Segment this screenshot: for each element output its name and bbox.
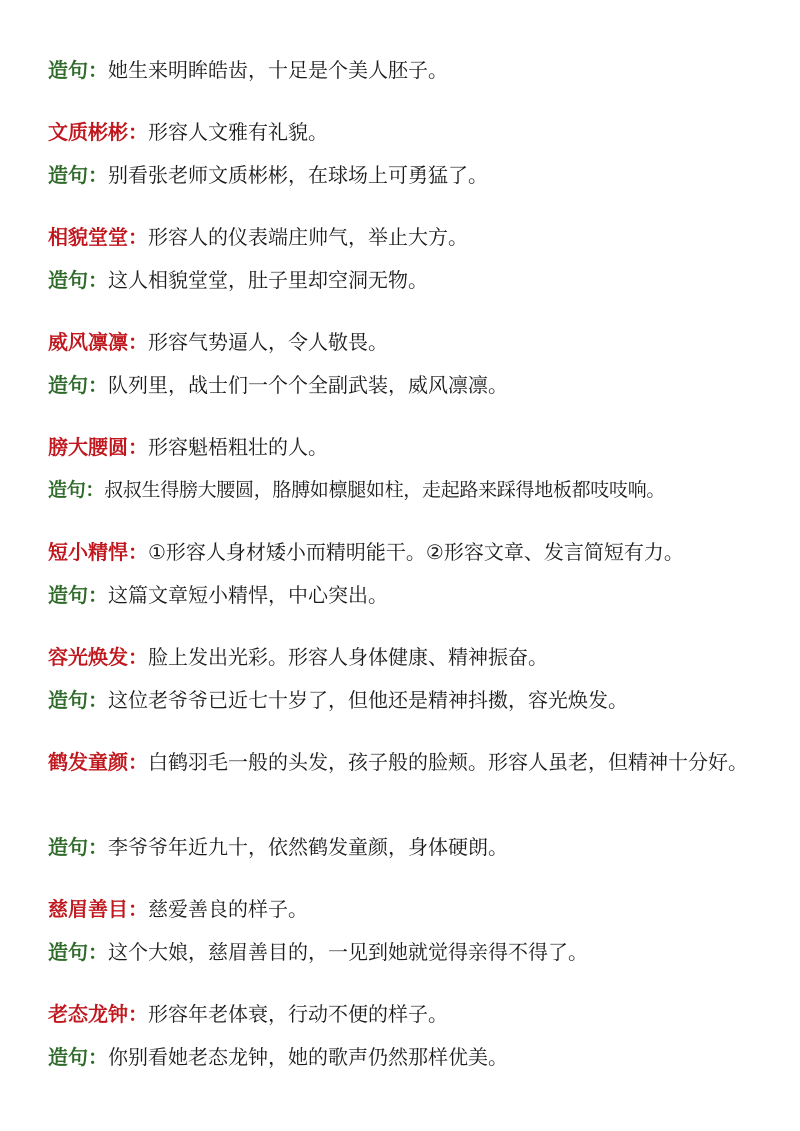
idiom-definition: 慈爱善良的样子。 bbox=[148, 897, 308, 921]
idiom-colon: ： bbox=[128, 225, 148, 249]
idiom-colon: ： bbox=[128, 330, 148, 354]
idiom-definition: 脸上发出光彩。形容人身体健康、精神振奋。 bbox=[148, 645, 548, 669]
idiom-entry bbox=[48, 639, 760, 675]
example-text: 她生来明眸皓齿，十足是个美人胚子。 bbox=[108, 58, 448, 82]
example-line bbox=[48, 262, 760, 298]
example-text: 这人相貌堂堂，肚子里却空洞无物。 bbox=[108, 268, 428, 292]
idiom-entry bbox=[48, 534, 760, 570]
idiom-term: 威风凛凛 bbox=[48, 330, 128, 354]
idiom-definition: ①形容人身材矮小而精明能干。②形容文章、发言简短有力。 bbox=[148, 540, 684, 564]
idiom-term: 老态龙钟 bbox=[48, 1002, 128, 1026]
example-line bbox=[48, 52, 760, 88]
example-colon: ： bbox=[88, 373, 108, 397]
example-label: 造句 bbox=[48, 940, 88, 964]
example-line bbox=[48, 157, 760, 193]
idiom-colon: ： bbox=[128, 120, 148, 144]
example-line bbox=[48, 367, 760, 403]
idiom-entry bbox=[48, 429, 760, 465]
idiom-entry bbox=[48, 219, 760, 255]
example-line bbox=[48, 934, 760, 970]
idiom-colon: ： bbox=[128, 540, 148, 564]
idiom-colon: ： bbox=[128, 1002, 148, 1026]
idiom-entry bbox=[48, 891, 760, 927]
example-text: 你别看她老态龙钟，她的歌声仍然那样优美。 bbox=[108, 1045, 508, 1069]
example-line bbox=[48, 682, 760, 718]
example-line bbox=[48, 829, 760, 865]
example-label: 造句 bbox=[48, 268, 88, 292]
example-colon: ： bbox=[88, 1045, 108, 1069]
example-label: 造句 bbox=[48, 373, 88, 397]
example-label: 造句 bbox=[48, 163, 88, 187]
idiom-term: 相貌堂堂 bbox=[48, 225, 128, 249]
example-label: 造句 bbox=[48, 835, 88, 859]
example-label: 造句 bbox=[48, 583, 88, 607]
idiom-colon: ： bbox=[128, 645, 148, 669]
example-colon: ： bbox=[85, 479, 105, 501]
idiom-definition: 形容人文雅有礼貌。 bbox=[148, 120, 328, 144]
example-colon: ： bbox=[88, 58, 108, 82]
idiom-term: 文质彬彬 bbox=[48, 120, 128, 144]
idiom-definition: 形容魁梧粗壮的人。 bbox=[148, 435, 328, 459]
example-colon: ： bbox=[88, 268, 108, 292]
example-colon: ： bbox=[88, 940, 108, 964]
example-line bbox=[48, 472, 760, 508]
idiom-term: 慈眉善目 bbox=[48, 897, 128, 921]
example-line bbox=[48, 1039, 760, 1075]
example-text: 这个大娘，慈眉善目的，一见到她就觉得亲得不得了。 bbox=[108, 940, 588, 964]
example-text: 叔叔生得膀大腰圆，胳膊如檩腿如柱，走起路来踩得地板都吱吱响。 bbox=[104, 479, 666, 501]
example-label: 造句 bbox=[48, 479, 86, 501]
idiom-entry bbox=[48, 996, 760, 1032]
example-text: 队列里，战士们一个个全副武装，威风凛凛。 bbox=[108, 373, 508, 397]
example-colon: ： bbox=[88, 688, 108, 712]
idiom-definition: 形容年老体衰，行动不便的样子。 bbox=[148, 1002, 448, 1026]
idiom-definition: 形容人的仪表端庄帅气，举止大方。 bbox=[148, 225, 468, 249]
example-colon: ： bbox=[88, 835, 108, 859]
idiom-entry bbox=[48, 744, 760, 780]
example-line bbox=[48, 577, 760, 613]
example-colon: ： bbox=[88, 163, 108, 187]
example-label: 造句 bbox=[48, 1045, 88, 1069]
idiom-term: 短小精悍 bbox=[48, 540, 128, 564]
idiom-term: 膀大腰圆 bbox=[48, 435, 128, 459]
example-text: 别看张老师文质彬彬，在球场上可勇猛了。 bbox=[108, 163, 488, 187]
example-text: 这位老爷爷已近七十岁了，但他还是精神抖擞，容光焕发。 bbox=[108, 688, 628, 712]
idiom-colon: ： bbox=[128, 435, 148, 459]
example-text: 这篇文章短小精悍，中心突出。 bbox=[108, 583, 388, 607]
example-colon: ： bbox=[88, 583, 108, 607]
example-label: 造句 bbox=[48, 58, 88, 82]
idiom-term: 容光焕发 bbox=[48, 645, 128, 669]
idiom-entry bbox=[48, 114, 760, 150]
idiom-term: 鹤发童颜 bbox=[48, 750, 128, 774]
example-text: 李爷爷年近九十，依然鹤发童颜，身体硬朗。 bbox=[108, 835, 508, 859]
idiom-colon: ： bbox=[128, 750, 148, 774]
idiom-definition: 白鹤羽毛一般的头发，孩子般的脸颊。形容人虽老，但精神十分好。 bbox=[148, 750, 748, 774]
idiom-colon: ： bbox=[128, 897, 148, 921]
idiom-definition: 形容气势逼人，令人敬畏。 bbox=[148, 330, 388, 354]
example-label: 造句 bbox=[48, 688, 88, 712]
idiom-entry bbox=[48, 324, 760, 360]
